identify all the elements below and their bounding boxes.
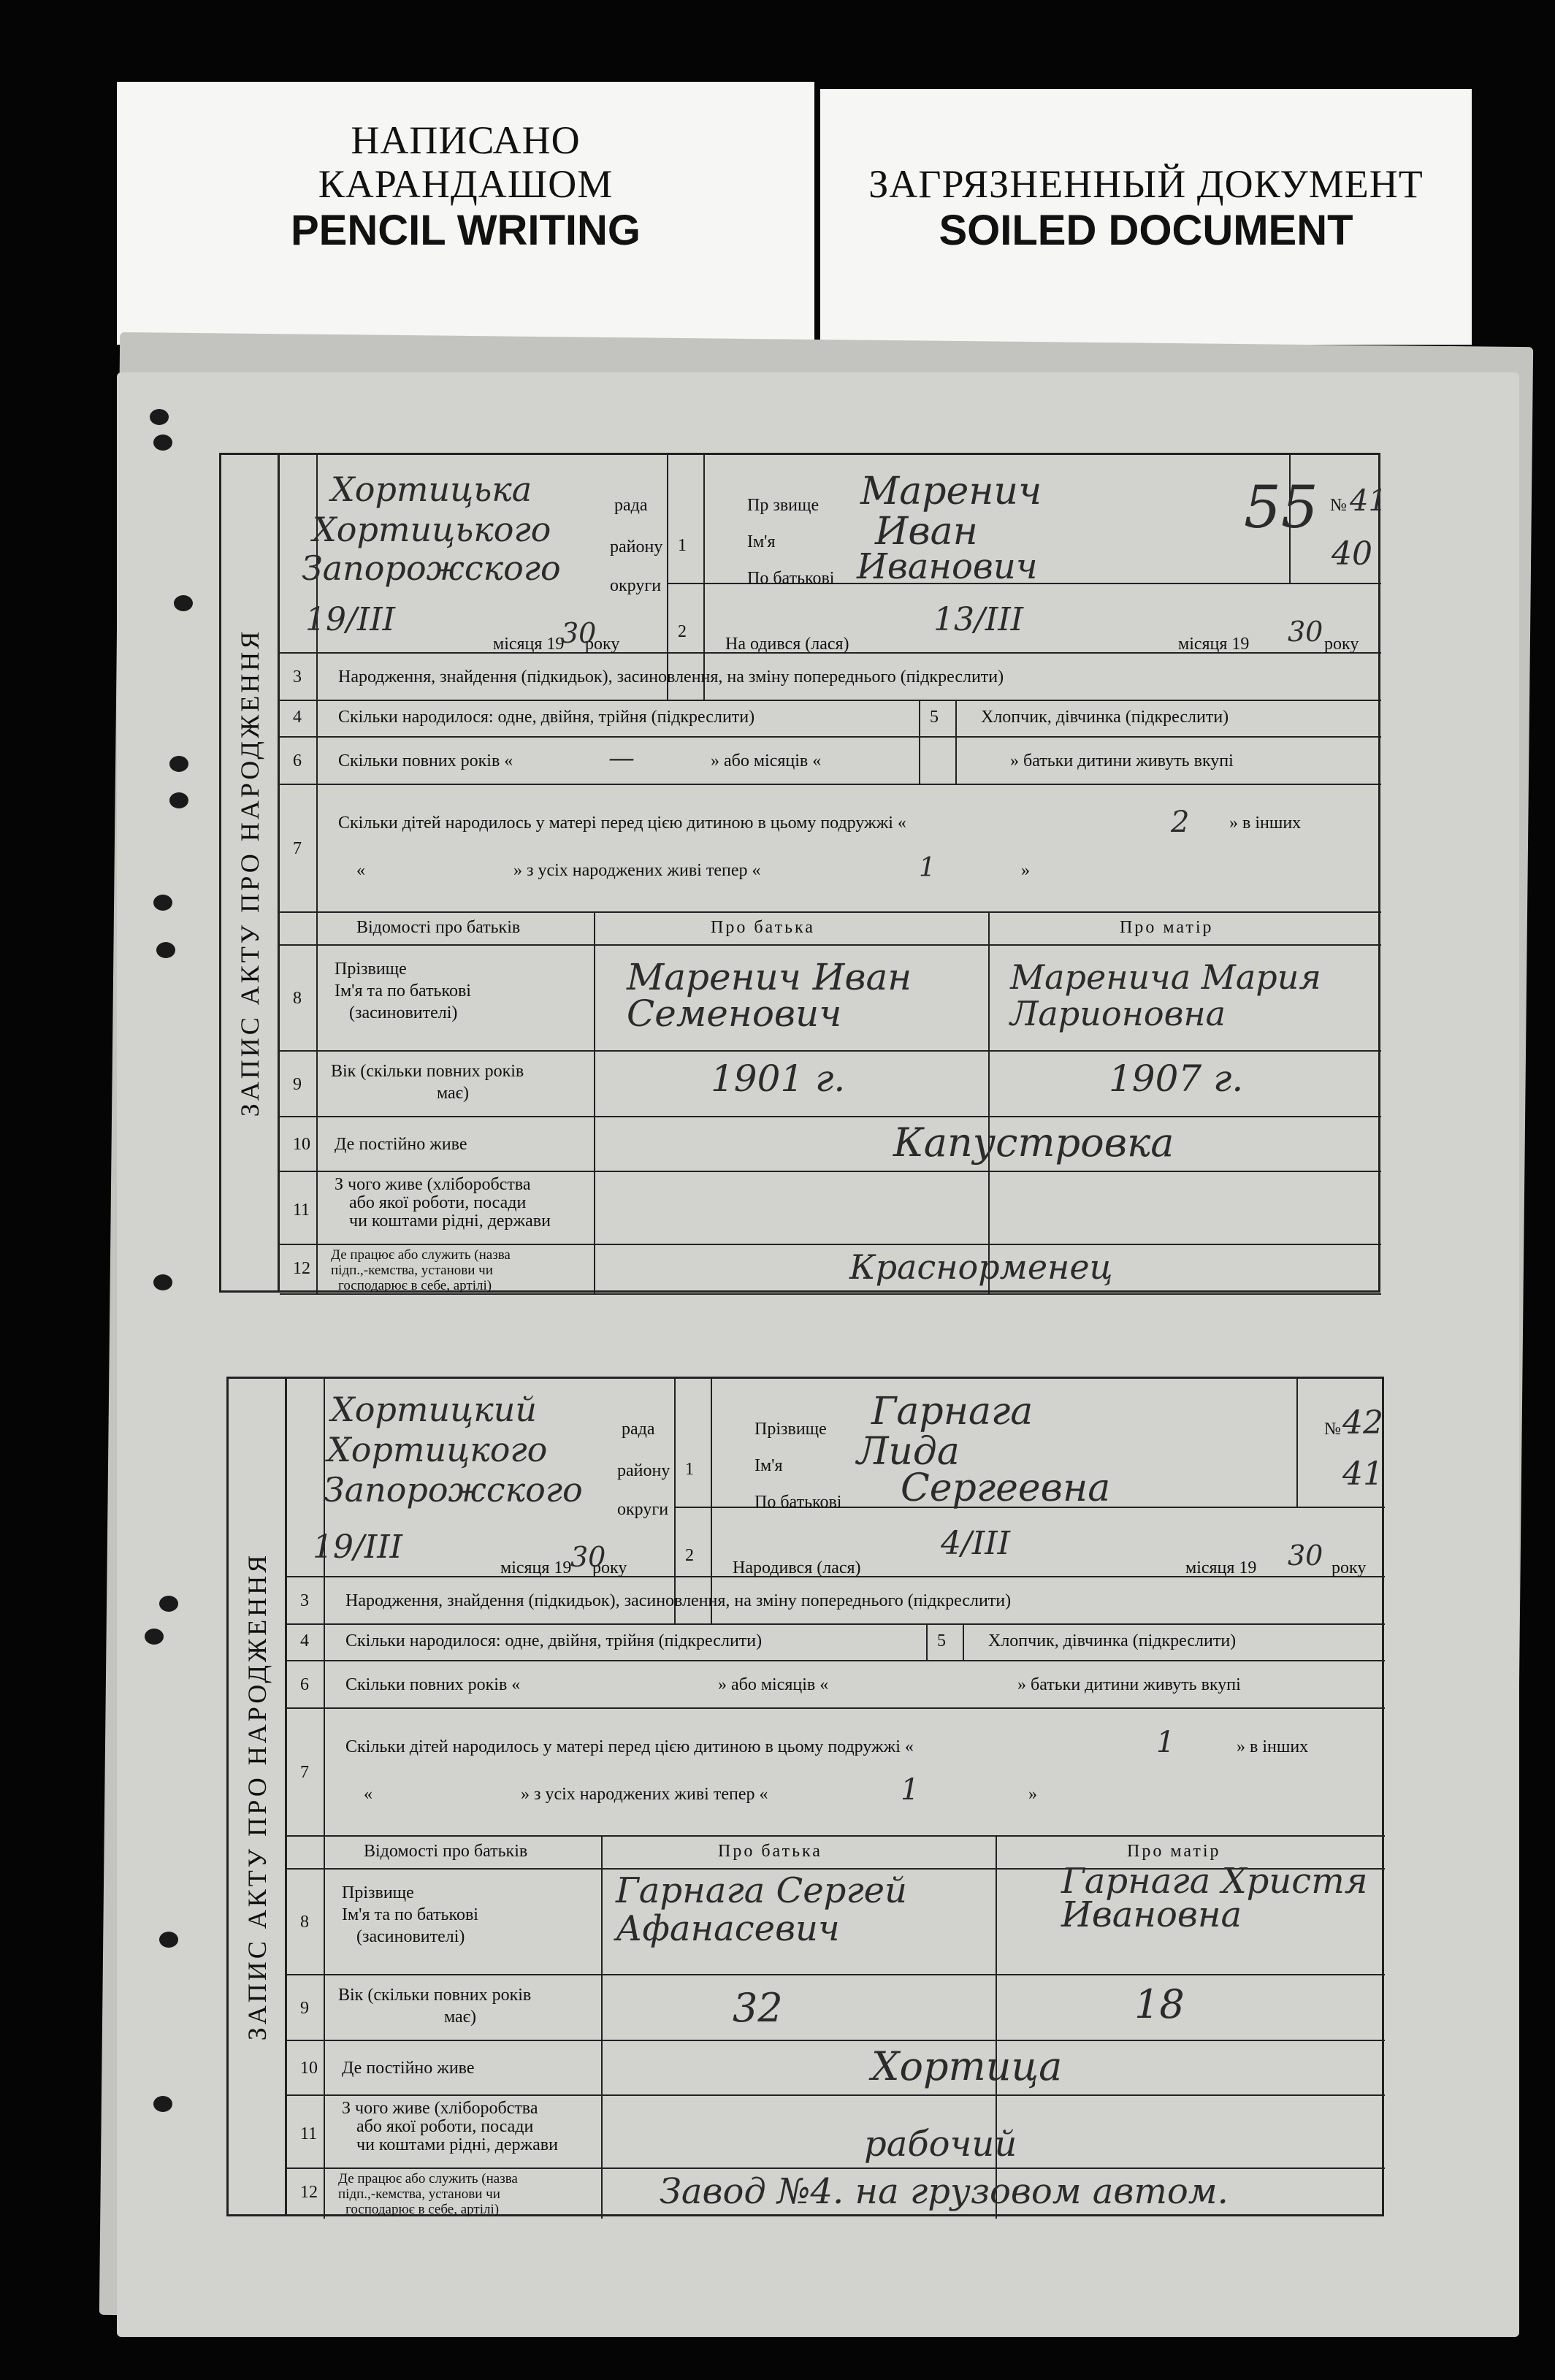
row-number: 3 (300, 1591, 309, 1610)
year-label: року (592, 1558, 627, 1577)
year-label: року (1332, 1558, 1367, 1577)
row-number: 1 (685, 1460, 694, 1479)
label-line: КАРАНДАШОМ (318, 162, 614, 206)
row11-label: чи коштами рідні, держави (356, 2135, 558, 2154)
hw-patronymic: Иванович (857, 546, 1038, 587)
rada-label: рада (614, 496, 648, 515)
row6a-text: Скільки повних років « (345, 1675, 521, 1694)
okrug-label: округи (617, 1500, 669, 1519)
name-label: Ім'я (754, 1456, 783, 1475)
binder-hole-icon (159, 1596, 178, 1612)
hw-stamp: 55 (1244, 473, 1318, 541)
row12-label: Де працює або служить (назва (331, 1247, 511, 1263)
hw-mother-name: Гарнага Христя Ивановна (1061, 1861, 1368, 1935)
hw-raion: Хортицкого (327, 1430, 548, 1469)
row11-label: З чого живе (хліборобства (335, 1175, 531, 1194)
hw-birth-year: 30 (1288, 1539, 1323, 1572)
hw-father-name: Маренич Иван Семенович (627, 956, 912, 1035)
row12-label: господарює в себе, артілі) (338, 1278, 492, 1293)
row-number: 4 (293, 708, 302, 727)
row-number: 5 (930, 708, 939, 727)
row-number: 6 (300, 1675, 309, 1694)
row11-label: чи коштами рідні, держави (349, 1212, 551, 1231)
row9-label: має) (437, 1084, 469, 1103)
row10-label: Де постійно живе (342, 2059, 475, 2078)
row6b-text: » або місяців « (711, 751, 822, 770)
hw-work: Завод №4. на грузовом автом. (660, 2171, 1229, 2212)
row5-text: Хлопчик, дівчинка (підкреслити) (981, 708, 1229, 727)
born-label: На одився (лася) (725, 635, 849, 654)
row7b-text: » в інших (1229, 814, 1302, 833)
row7d-text: » з усіх народжених живі тепер « (513, 861, 761, 880)
hw-okrug: Запорожского (302, 548, 561, 588)
row3-text: Народження, знайдення (підкидьок), засиновлення, на зміну попереднього (підкреслити) (338, 667, 1004, 686)
mother-header: Про матір (1120, 918, 1214, 937)
hw-months: — (608, 743, 635, 773)
row7a-text: Скільки дітей народилось у матері перед цією дитиною в цьому подружжі « (345, 1737, 914, 1756)
row4-text: Скільки народилося: одне, двійня, трійня (підкреслити) (345, 1631, 763, 1650)
binder-hole-icon (156, 942, 175, 958)
row-number: 6 (293, 751, 302, 770)
hw-reg-date: 19/III (313, 1528, 402, 1566)
row5-text: Хлопчик, дівчинка (підкреслити) (988, 1631, 1237, 1650)
patronymic-label: По батькові (754, 1493, 842, 1512)
row6b-text: » або місяців « (718, 1675, 829, 1694)
row7b-text: » в інших (1237, 1737, 1309, 1756)
hw-surname: Маренич (860, 470, 1042, 513)
binder-hole-icon (169, 792, 188, 808)
hw-alive: 1 (901, 1773, 920, 1807)
hw-children-before: 2 (1171, 806, 1190, 839)
hw-reg-date: 19/III (305, 601, 395, 638)
binder-hole-icon (159, 1932, 178, 1948)
side-title: ЗАПИС АКТУ ПРО НАРОДЖЕННЯ (221, 455, 280, 1290)
hw-reg-year: 30 (561, 617, 597, 649)
hw-name: Иван (875, 510, 978, 554)
year-label: року (1324, 635, 1359, 654)
row12-label: господарює в себе, артілі) (345, 2202, 500, 2217)
row11-label: З чого живе (хліборобства (342, 2099, 538, 2118)
hw-okrug: Запорожского (324, 1470, 583, 1509)
row-number: 12 (300, 2183, 318, 2202)
hw-patronymic: Сергеевна (901, 1466, 1111, 1510)
row7c-text: « (364, 1785, 372, 1804)
hw-mother-age: 18 (1134, 1981, 1185, 2027)
hw-raion: Хортицького (313, 510, 551, 549)
binder-hole-icon (153, 2096, 172, 2112)
month-label: місяця 19 (493, 635, 565, 654)
row8-label: Ім'я та по батькові (335, 982, 471, 1000)
father-header: Про батька (711, 918, 815, 937)
label-line: PENCIL WRITING (290, 207, 641, 254)
birth-record-2 (226, 1377, 1384, 2216)
hw-rada: Хортицкий (331, 1390, 537, 1429)
raion-label: району (617, 1461, 670, 1480)
binder-hole-icon (150, 409, 169, 425)
row-number: 11 (293, 1201, 310, 1220)
row-number: 2 (685, 1546, 694, 1565)
row-number: 8 (300, 1913, 309, 1932)
month-label: місяця 19 (1178, 635, 1250, 654)
hw-residence: Хортица (871, 2043, 1063, 2089)
row11-label: або якої роботи, посади (356, 2117, 534, 2136)
parents-info-header: Відомості про батьків (356, 918, 521, 937)
row12-label: Де працює або служить (назва (338, 2171, 518, 2186)
row-number: 10 (300, 2059, 318, 2078)
surname-label: Прізвище (754, 1420, 827, 1439)
row8-label: Прізвище (335, 960, 407, 979)
row-number: 5 (937, 1631, 946, 1650)
label-line: SOILED DOCUMENT (939, 207, 1353, 254)
row-number: 2 (678, 622, 687, 641)
row12-label: підп.,-кемства, установи чи (331, 1263, 493, 1278)
mother-header: Про матір (1127, 1842, 1221, 1861)
row4-text: Скільки народилося: одне, двійня, трійня (підкреслити) (338, 708, 755, 727)
hw-surname: Гарнага (871, 1390, 1034, 1434)
row7d-text: » з усіх народжених живі тепер « (521, 1785, 768, 1804)
binder-hole-icon (174, 595, 193, 611)
patronymic-label: По батькові (747, 569, 835, 588)
row8-label: (засиновителі) (349, 1003, 458, 1022)
hw-mother-name: Маренича Мария Ларионовна (1010, 957, 1321, 1033)
surname-label: Пр звище (747, 496, 819, 515)
row-number: 11 (300, 2124, 318, 2143)
row-number: 3 (293, 667, 302, 686)
hw-number2: 40 (1332, 535, 1372, 573)
pencil-writing-label (117, 82, 814, 345)
hw-father-age: 1901 г. (711, 1057, 846, 1100)
side-title: ЗАПИС АКТУ ПРО НАРОДЖЕННЯ (229, 1379, 287, 2214)
row6a-text: Скільки повних років « (338, 751, 513, 770)
row6c-text: » батьки дитини живуть вкупі (1010, 751, 1234, 770)
row-number: 12 (293, 1259, 310, 1278)
binder-hole-icon (145, 1629, 164, 1645)
row10-label: Де постійно живе (335, 1135, 467, 1154)
row9-label: Вік (скільки повних років (338, 1986, 532, 2005)
row7a-text: Скільки дітей народилось у матері перед цією дитиною в цьому подружжі « (338, 814, 906, 833)
row-number: 9 (300, 1999, 309, 2018)
birth-record-1 (219, 453, 1387, 1293)
row12-label: підп.,-кемства, установи чи (338, 2186, 500, 2202)
row6c-text: » батьки дитини живуть вкупі (1017, 1675, 1241, 1694)
rada-label: рада (622, 1420, 655, 1439)
row8-label: Ім'я та по батькові (342, 1905, 478, 1924)
hw-alive: 1 (919, 853, 936, 883)
row3-text: Народження, знайдення (підкидьок), засиновлення, на зміну попереднього (підкреслити) (345, 1591, 1012, 1610)
parents-info-header: Відомості про батьків (364, 1842, 528, 1861)
month-label: місяця 19 (1185, 1558, 1257, 1577)
soiled-document-label (820, 89, 1472, 345)
born-label: Народився (лася) (733, 1558, 861, 1577)
row-number: 8 (293, 989, 302, 1008)
father-header: Про батька (718, 1842, 822, 1861)
hw-birth-date: 4/III (941, 1525, 1010, 1562)
binder-hole-icon (153, 435, 172, 451)
number-label: № (1330, 496, 1347, 515)
row-number: 1 (678, 536, 687, 555)
binder-hole-icon (153, 895, 172, 911)
row-number: 7 (300, 1763, 309, 1782)
okrug-label: округи (610, 576, 662, 595)
row7e-text: » (1028, 1785, 1037, 1804)
hw-number2: 41 (1342, 1455, 1383, 1493)
hw-occupation: рабочий (864, 2124, 1017, 2165)
row-number: 4 (300, 1631, 309, 1650)
hw-birth-date: 13/III (933, 601, 1023, 638)
raion-label: району (610, 537, 663, 556)
hw-reg-year: 30 (570, 1541, 606, 1573)
row11-label: або якої роботи, посади (349, 1193, 527, 1212)
hw-rada: Хортицька (331, 470, 532, 509)
row9-label: має) (444, 2008, 476, 2027)
label-line: ЗАГРЯЗНЕННЫЙ ДОКУМЕНТ (868, 162, 1424, 206)
hw-birth-year: 30 (1288, 616, 1323, 648)
row-number: 9 (293, 1075, 302, 1094)
row8-label: (засиновителі) (356, 1927, 465, 1946)
hw-work: Краснорменец (849, 1247, 1113, 1287)
hw-mother-age: 1907 г. (1109, 1057, 1244, 1100)
row7c-text: « (356, 861, 365, 880)
label-line: НАПИСАНО (351, 118, 581, 162)
binder-hole-icon (169, 756, 188, 772)
year-label: року (585, 635, 620, 654)
row9-label: Вік (скільки повних років (331, 1062, 524, 1081)
hw-father-age: 32 (733, 1985, 783, 2031)
hw-name: Лида (857, 1430, 960, 1474)
hw-father-name: Гарнага Сергей Афанасевич (616, 1870, 907, 1949)
number-label: № (1324, 1420, 1341, 1439)
hw-number: 42 (1342, 1404, 1383, 1442)
row7e-text: » (1021, 861, 1030, 880)
month-label: місяця 19 (500, 1558, 572, 1577)
name-label: Ім'я (747, 532, 776, 551)
row8-label: Прізвище (342, 1883, 414, 1902)
binder-hole-icon (153, 1274, 172, 1290)
row-number: 7 (293, 839, 302, 858)
hw-children-before: 1 (1156, 1726, 1175, 1759)
row-number: 10 (293, 1135, 310, 1154)
hw-residence: Капустровка (893, 1120, 1174, 1166)
hw-number: 41 (1350, 484, 1387, 518)
